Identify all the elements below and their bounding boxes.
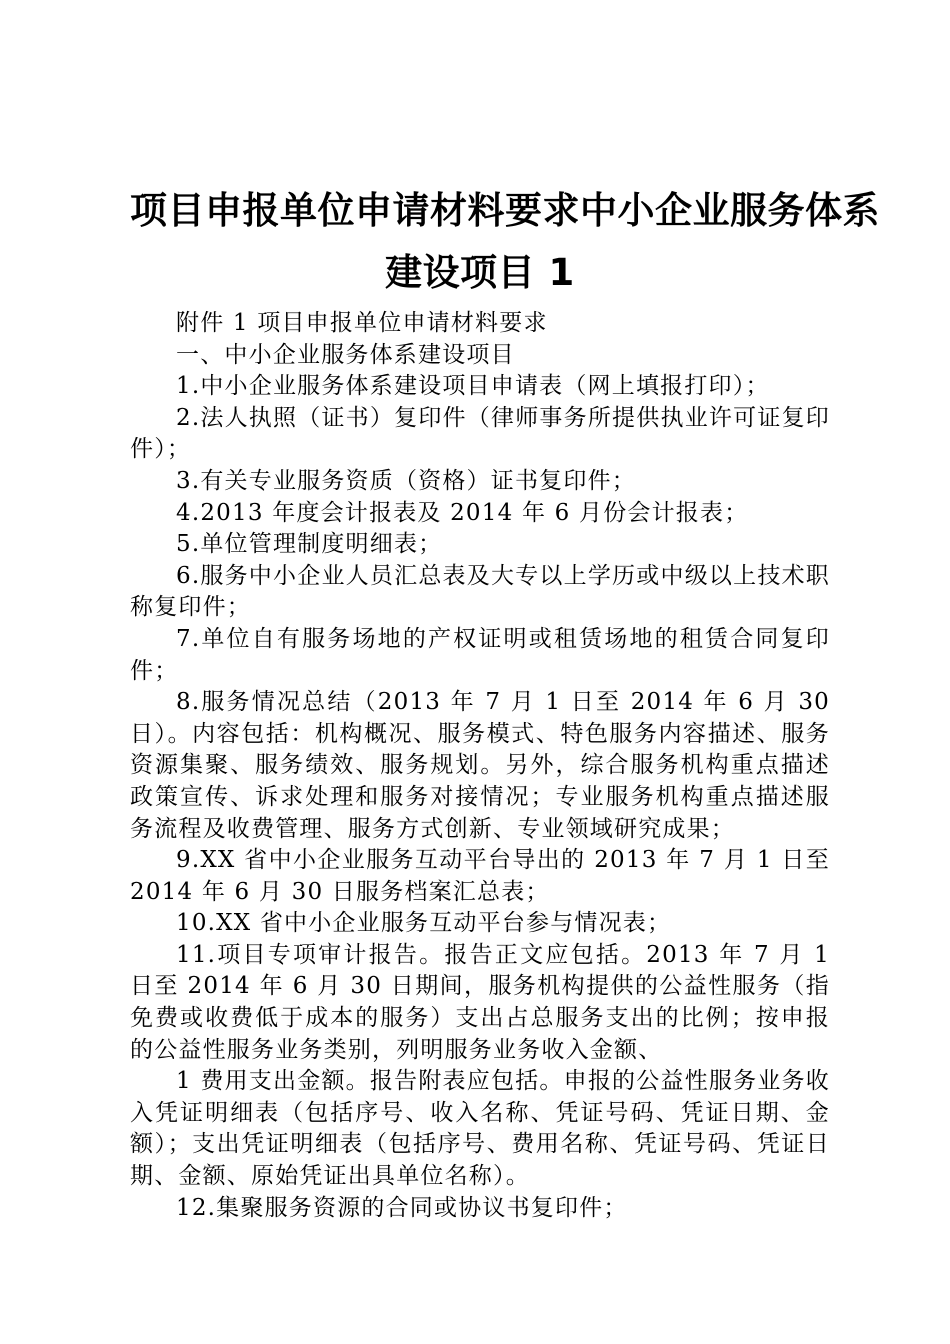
paragraph-item-6: 6.服务中小企业人员汇总表及大专以上学历或中级以上技术职称复印件； bbox=[130, 562, 830, 621]
paragraph-item-4: 4.2013 年度会计报表及 2014 年 6 月份会计报表； bbox=[176, 499, 749, 526]
paragraph-item-1: 1.中小企业服务体系建设项目申请表（网上填报打印）； bbox=[176, 373, 770, 400]
paragraph-item-2: 2.法人执照（证书）复印件（律师事务所提供执业许可证复印件）； bbox=[130, 404, 830, 463]
paragraph-item-12: 12.集聚服务资源的合同或协议书复印件； bbox=[176, 1194, 628, 1221]
document-body bbox=[130, 308, 830, 1224]
paragraph-item-7: 7.单位自有服务场地的产权证明或租赁场地的租赁合同复印件； bbox=[130, 625, 830, 684]
document-title-line-2: 建设项目 1 bbox=[385, 251, 575, 294]
document-title bbox=[130, 0, 880, 304]
paragraph-item-9: 9.XX 省中小企业服务互动平台导出的 2013 年 7 月 1 日至 2014 年 6 月 30 日服务档案汇总表； bbox=[130, 847, 830, 905]
paragraph-item-11: 11.项目专项审计报告。报告正文应包括。2013 年 7 月 1 日至 2014 年 6 月 30 日期间，服务机构提供的公益性服务（指免费或收费低于成本的服务）支出占总服务支出的比例；按申报的公益性服务业务类别，列明服务业务收入金额、 bbox=[130, 941, 830, 1063]
paragraph-attachment-heading: 附件 1 项目申报单位申请材料要求 bbox=[176, 310, 548, 336]
paragraph-item-5: 5.单位管理制度明细表； bbox=[176, 531, 443, 558]
paragraph-section-heading: 一、中小企业服务体系建设项目 bbox=[176, 341, 515, 368]
paragraph-item-11-continued: 1 费用支出金额。报告附表应包括。申报的公益性服务业务收入凭证明细表（包括序号、收入名称、凭证号码、凭证日期、金额）；支出凭证明细表（包括序号、费用名称、凭证号码、凭证日期、金额、原始凭证出具单位名称）。 bbox=[130, 1068, 830, 1190]
document-title-line-1: 项目申报单位申请材料要求中小企业服务体系 bbox=[130, 189, 880, 232]
paragraph-item-8: 8.服务情况总结（2013 年 7 月 1 日至 2014 年 6 月 30 日）。内容包括：机构概况、服务模式、特色服务内容描述、服务资源集聚、服务绩效、服务规划。另外，综合服务机构重点描述政策宣传、诉求处理和服务对接情况；专业服务机构重点描述服务流程及收费管理、服务方式创新、专业领域研究成果； bbox=[130, 689, 830, 842]
paragraph-item-10: 10.XX 省中小企业服务互动平台参与情况表； bbox=[176, 910, 672, 937]
paragraph-item-3: 3.有关专业服务资质（资格）证书复印件； bbox=[176, 467, 636, 494]
document-page bbox=[130, 0, 880, 1224]
